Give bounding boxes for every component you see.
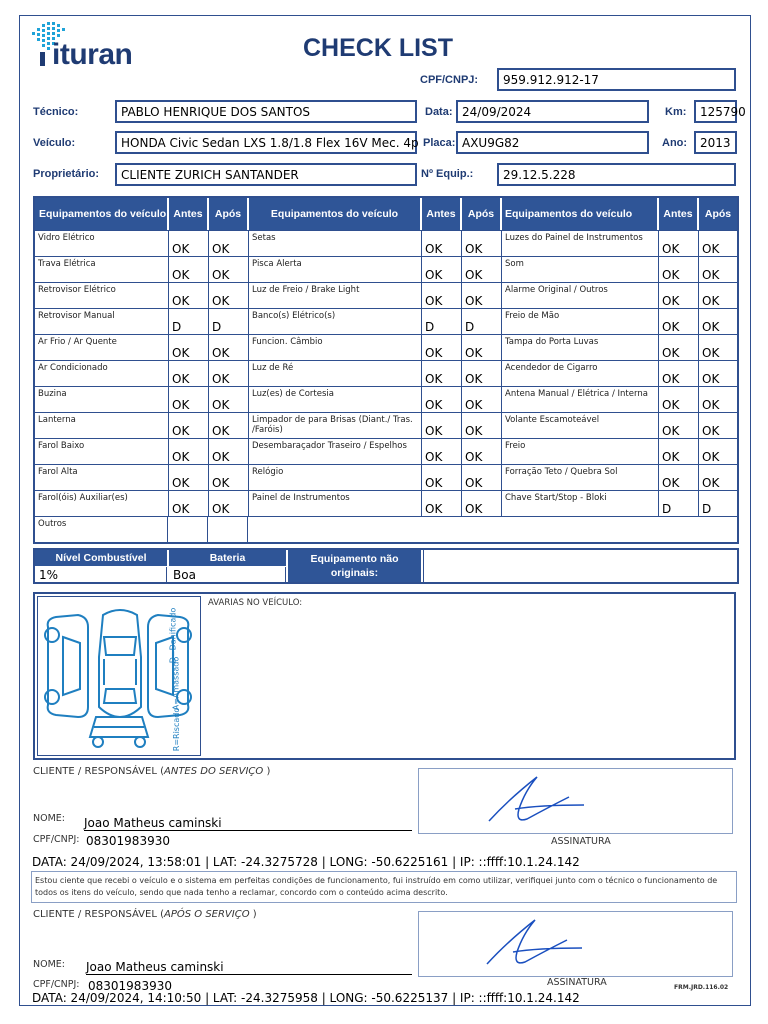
avarias-section xyxy=(33,592,736,760)
item-cell: Outros xyxy=(35,517,168,542)
tecnico-field: PABLO HENRIQUE DOS SANTOS xyxy=(115,100,417,123)
apos-cell: OK xyxy=(462,335,502,360)
equip-label: Nº Equip.: xyxy=(421,168,474,180)
header-equip-1: Equipamentos do veículo xyxy=(35,198,169,230)
antes-cell: OK xyxy=(169,257,209,282)
item-cell: Volante Escamoteável xyxy=(502,413,659,438)
empty-cell xyxy=(248,517,737,542)
item-cell: Desembaraçador Traseiro / Espelhos xyxy=(249,439,422,464)
bateria-value: Boa xyxy=(169,567,286,583)
table-row xyxy=(35,412,737,438)
antes-cell: OK xyxy=(169,283,209,308)
legend-r: R=Riscado xyxy=(172,707,182,752)
apos-nome-label: NOME: xyxy=(33,959,65,970)
apos-data-line: DATA: 24/09/2024, 14:10:50 | LAT: -24.3275958 | LONG: -50.6225137 | IP: ::ffff:10.1.24.142 xyxy=(32,991,580,1005)
item-cell: Luz de Freio / Brake Light xyxy=(249,283,422,308)
antes-cell: OK xyxy=(659,257,699,282)
antes-title-suffix: ) xyxy=(263,766,271,777)
ano-field: 2013 xyxy=(694,131,737,154)
apos-cell: OK xyxy=(702,242,720,256)
item-cell: Alarme Original / Outros xyxy=(502,283,659,308)
antes-cell: OK xyxy=(422,361,462,386)
veiculo-field: HONDA Civic Sedan LXS 1.8/1.8 Flex 16V Mec. 4p xyxy=(115,131,417,154)
table-row xyxy=(35,360,737,386)
antes-title-prefix: CLIENTE / RESPONSÁVEL ( xyxy=(33,766,164,777)
item-cell: Luz de Ré xyxy=(249,361,422,386)
placa-label: Placa: xyxy=(423,137,456,149)
antes-cpf-value: 08301983930 xyxy=(86,834,170,848)
antes-cell: OK xyxy=(422,387,462,412)
grid-body xyxy=(35,230,737,542)
apos-cell: OK xyxy=(702,346,720,360)
equip-nao-header xyxy=(288,550,421,582)
apos-title xyxy=(33,909,257,920)
apos-cell: OK xyxy=(462,413,502,438)
item-cell: Painel de Instrumentos xyxy=(249,491,422,516)
antes-cell: OK xyxy=(169,491,209,516)
antes-cell: OK xyxy=(169,387,209,412)
apos-cell: OK xyxy=(702,424,720,438)
apos-cell: D xyxy=(462,309,502,334)
placa-field: AXU9G82 xyxy=(456,131,649,154)
apos-cell: OK xyxy=(702,268,720,282)
antes-cell: D xyxy=(659,491,699,516)
apos-cell: OK xyxy=(462,283,502,308)
antes-cell: OK xyxy=(422,439,462,464)
signature-apos xyxy=(419,912,734,978)
apos-cell: OK xyxy=(702,476,720,490)
header-antes-3: Antes xyxy=(659,198,699,230)
antes-cell: OK xyxy=(422,491,462,516)
apos-cell: OK xyxy=(462,257,502,282)
antes-cell: OK xyxy=(422,413,462,438)
header-apos-2: Após xyxy=(462,198,502,230)
antes-cell: OK xyxy=(169,413,209,438)
table-row xyxy=(35,256,737,282)
apos-cell: OK xyxy=(702,450,720,464)
equip-nao-value xyxy=(423,550,737,582)
km-field: 125790 xyxy=(694,100,737,123)
cpf-field: 959.912.912-17 xyxy=(497,68,736,91)
item-cell: Buzina xyxy=(35,387,169,412)
antes-nome-value: Joao Matheus caminski xyxy=(84,816,412,831)
item-cell: Freio de Mão xyxy=(502,309,659,334)
apos-cell: OK xyxy=(209,439,249,464)
item-cell: Acendedor de Cigarro xyxy=(502,361,659,386)
antes-cpf-label: CPF/CNPJ: xyxy=(33,834,80,845)
item-cell: Retrovisor Manual xyxy=(35,309,169,334)
ituran-logo xyxy=(30,20,160,70)
item-cell: Ar Condicionado xyxy=(35,361,169,386)
apos-cell: OK xyxy=(209,413,249,438)
antes-cell: OK xyxy=(659,361,699,386)
apos-cell: D xyxy=(209,309,249,334)
bateria-header: Bateria xyxy=(169,550,286,566)
signature-box-apos xyxy=(418,911,733,977)
item-cell: Farol Baixo xyxy=(35,439,169,464)
apos-cell: D xyxy=(702,502,712,516)
table-row xyxy=(35,464,737,490)
apos-cell: OK xyxy=(209,465,249,490)
item-cell: Luz(es) de Cortesia xyxy=(249,387,422,412)
antes-cell: OK xyxy=(659,413,699,438)
antes-data-line: DATA: 24/09/2024, 13:58:01 | LAT: -24.3275728 | LONG: -50.6225161 | IP: ::ffff:10.1.24.142 xyxy=(32,855,580,869)
item-cell: Vidro Elétrico xyxy=(35,231,169,256)
legend-a: A=Amassado xyxy=(171,656,181,711)
antes-cell: OK xyxy=(659,465,699,490)
item-cell: Setas xyxy=(249,231,422,256)
apos-title-suffix: ) xyxy=(249,909,257,920)
data-field: 24/09/2024 xyxy=(456,100,649,123)
apos-cell: OK xyxy=(462,439,502,464)
item-cell: Freio xyxy=(502,439,659,464)
antes-cell: OK xyxy=(659,387,699,412)
apos-assinatura-label: ASSINATURA xyxy=(547,977,607,988)
apos-title-prefix: CLIENTE / RESPONSÁVEL ( xyxy=(33,909,164,920)
item-cell: Banco(s) Elétrico(s) xyxy=(249,309,422,334)
apos-cell: OK xyxy=(209,283,249,308)
item-cell: Pisca Alerta xyxy=(249,257,422,282)
antes-cell: OK xyxy=(659,439,699,464)
apos-cell: OK xyxy=(462,231,502,256)
apos-cell: OK xyxy=(702,398,720,412)
table-row xyxy=(35,334,737,360)
apos-cell: OK xyxy=(462,465,502,490)
equip-field: 29.12.5.228 xyxy=(497,163,736,186)
nivel-header: Nível Combustível xyxy=(35,550,167,566)
antes-title xyxy=(33,766,270,777)
car-diagram-box xyxy=(37,596,201,756)
apos-cell: OK xyxy=(209,387,249,412)
item-cell: Farol(óis) Auxiliar(es) xyxy=(35,491,169,516)
antes-cell: OK xyxy=(659,309,699,334)
antes-cell: OK xyxy=(422,257,462,282)
avarias-label: AVARIAS NO VEÍCULO: xyxy=(208,598,303,608)
item-cell: Lanterna xyxy=(35,413,169,438)
signature-antes xyxy=(419,769,734,835)
antes-cell: OK xyxy=(422,465,462,490)
table-row xyxy=(35,438,737,464)
header-antes-1: Antes xyxy=(169,198,209,230)
veiculo-label: Veículo: xyxy=(33,137,76,149)
grid-header xyxy=(35,198,737,230)
apos-cell: OK xyxy=(702,294,720,308)
table-row xyxy=(35,282,737,308)
antes-title-em: ANTES DO SERVIÇO xyxy=(164,766,264,777)
logo-text: ituran xyxy=(52,38,133,71)
table-row xyxy=(35,308,737,334)
item-cell: Ar Frio / Ar Quente xyxy=(35,335,169,360)
antes-assinatura-label: ASSINATURA xyxy=(551,836,611,847)
item-cell: Trava Elétrica xyxy=(35,257,169,282)
item-cell: Limpador de para Brisas (Diant./ Tras. /Faróis) xyxy=(249,413,422,438)
declaration-text: Estou ciente que recebi o veículo e o sistema em perfeitas condições de funcionamento, fui instruído em como utilizar, verifiquei junto com o técnico o funcionamento de todos os itens do veículo, sendo que nada tenho a reclamar, concordo com o conteúdo acima descrito. xyxy=(35,876,718,897)
antes-cell: OK xyxy=(169,231,209,256)
table-row xyxy=(35,230,737,256)
antes-cell: D xyxy=(169,309,209,334)
header-equip-3: Equipamentos do veículo xyxy=(502,198,659,230)
proprietario-label: Proprietário: xyxy=(33,168,100,180)
apos-title-em: APÓS O SERVIÇO xyxy=(164,909,250,920)
fuel-battery-section xyxy=(33,548,739,584)
table-row xyxy=(35,516,737,542)
apos-cell: OK xyxy=(462,361,502,386)
tecnico-label: Técnico: xyxy=(33,106,79,118)
data-label: Data: xyxy=(425,106,453,118)
apos-cell: OK xyxy=(209,491,249,516)
antes-cell: OK xyxy=(422,335,462,360)
nivel-value: 1% xyxy=(35,567,167,583)
antes-cell: OK xyxy=(659,283,699,308)
header-apos-3: Após xyxy=(704,208,732,220)
apos-cell xyxy=(208,517,248,542)
antes-cell: OK xyxy=(422,231,462,256)
km-label: Km: xyxy=(665,106,687,118)
antes-cell: OK xyxy=(659,335,699,360)
antes-cell xyxy=(168,517,208,542)
header-antes-2: Antes xyxy=(422,198,462,230)
apos-cpf-value: 08301983930 xyxy=(88,979,172,993)
page-title: CHECK LIST xyxy=(303,34,453,62)
signature-box-antes xyxy=(418,768,733,834)
antes-cell: OK xyxy=(169,439,209,464)
declaration-box xyxy=(31,871,737,903)
item-cell: Farol Alta xyxy=(35,465,169,490)
antes-cell: OK xyxy=(659,231,699,256)
item-cell: Luzes do Painel de Instrumentos xyxy=(502,231,659,256)
table-row xyxy=(35,386,737,412)
antes-cell: D xyxy=(422,309,462,334)
apos-cell: OK xyxy=(209,257,249,282)
apos-cell: OK xyxy=(702,320,720,334)
item-cell: Funcion. Câmbio xyxy=(249,335,422,360)
damage-legend xyxy=(168,601,197,752)
antes-cell: OK xyxy=(169,335,209,360)
form-code: FRM.JRD.116.02 xyxy=(674,984,729,991)
item-cell: Forração Teto / Quebra Sol xyxy=(502,465,659,490)
item-cell: Retrovisor Elétrico xyxy=(35,283,169,308)
apos-cell: OK xyxy=(209,231,249,256)
antes-cell: OK xyxy=(169,361,209,386)
antes-cell: OK xyxy=(169,465,209,490)
item-cell: Antena Manual / Elétrica / Interna xyxy=(502,387,659,412)
header-apos-1: Após xyxy=(209,198,249,230)
apos-cell: OK xyxy=(209,335,249,360)
proprietario-field: CLIENTE ZURICH SANTANDER xyxy=(115,163,417,186)
table-row xyxy=(35,490,737,516)
antes-nome-label: NOME: xyxy=(33,813,65,824)
apos-cell: OK xyxy=(462,387,502,412)
cpf-label: CPF/CNPJ: xyxy=(420,74,479,86)
item-cell: Som xyxy=(502,257,659,282)
apos-cell: OK xyxy=(462,491,502,516)
equipment-grid xyxy=(33,196,739,544)
apos-cell: OK xyxy=(209,361,249,386)
apos-nome-value: Joao Matheus caminski xyxy=(86,960,412,975)
apos-cell: OK xyxy=(702,372,720,386)
antes-cell: OK xyxy=(422,283,462,308)
item-cell: Chave Start/Stop - Bloki xyxy=(502,491,659,516)
apos-cpf-label: CPF/CNPJ: xyxy=(33,979,80,990)
item-cell: Relógio xyxy=(249,465,422,490)
ano-label: Ano: xyxy=(662,137,688,149)
header-equip-2: Equipamentos do veículo xyxy=(249,198,422,230)
legend-d: D=Danificado xyxy=(168,607,178,664)
item-cell: Tampa do Porta Luvas xyxy=(502,335,659,360)
equip-nao-label: Equipamento não originais: xyxy=(310,553,399,579)
